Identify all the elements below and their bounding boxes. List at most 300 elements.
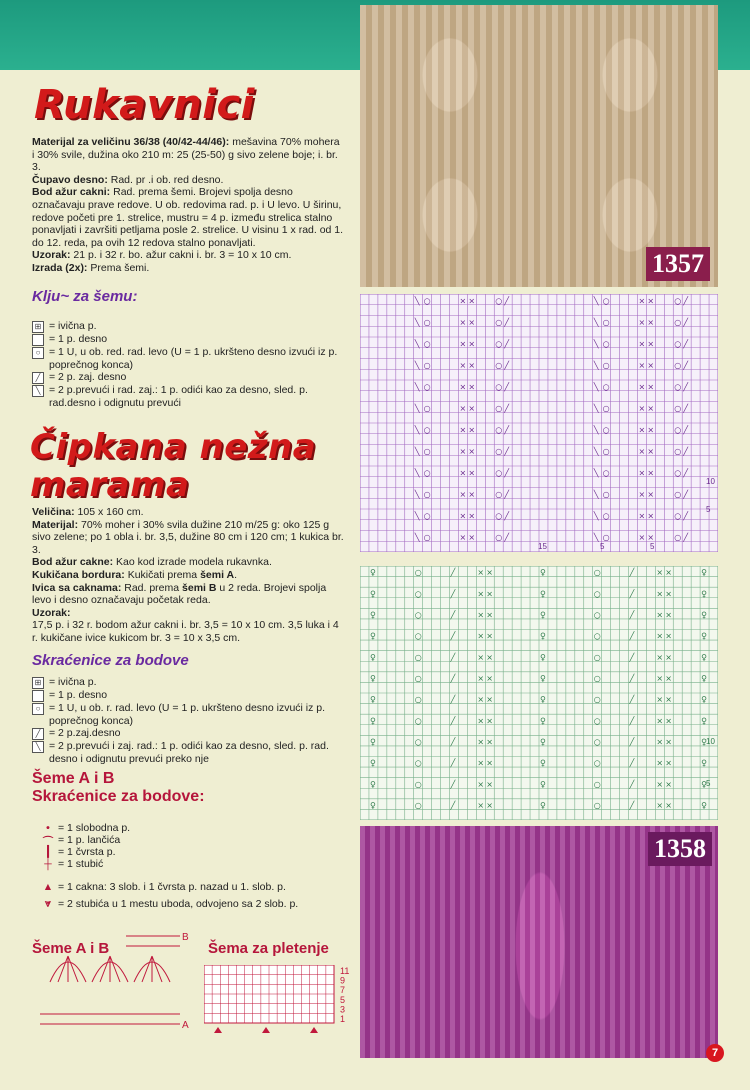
chart-symbol: ○ xyxy=(602,403,610,413)
chart-symbol: × xyxy=(459,468,467,478)
chart-symbol: ○ xyxy=(423,317,431,327)
chart-symbol: ○ xyxy=(602,532,610,542)
knitting-chart-1357 xyxy=(360,294,718,552)
chart-symbol: ╱ xyxy=(683,360,689,370)
chart-symbol: ♀ xyxy=(540,673,546,683)
chart-symbol: ♀ xyxy=(701,631,707,641)
chart-symbol: ♀ xyxy=(701,695,707,705)
chart-symbol: ○ xyxy=(414,631,422,641)
knit-row-number: 11 xyxy=(340,966,350,976)
chart-symbol: ○ xyxy=(414,652,422,662)
chart-symbol: ♀ xyxy=(369,737,376,747)
chart-symbol: × xyxy=(647,425,655,435)
scheme-a-marker: A xyxy=(182,1020,189,1031)
chart-symbol: ○ xyxy=(495,446,503,456)
photo-1357 xyxy=(360,5,718,287)
chart-symbol: × xyxy=(468,403,476,413)
crochet-item: ▲ = 1 cakna: 3 slob. i 1 čvrsta p. nazad u 1. slob. p. xyxy=(38,881,286,893)
chart-symbol: ♀ xyxy=(540,631,546,641)
chart-symbol: ╱ xyxy=(683,489,689,499)
chart-symbol: ♀ xyxy=(369,652,376,662)
chart-symbol: × xyxy=(665,610,673,620)
chart-symbol: ○ xyxy=(674,317,682,327)
chart-symbol: × xyxy=(665,695,673,705)
chart-symbol: ♀ xyxy=(369,589,376,599)
chart-symbol: ○ xyxy=(495,317,503,327)
chart-symbol: × xyxy=(638,532,646,542)
chart-symbol: ╱ xyxy=(629,737,635,747)
chart-symbol: ╱ xyxy=(504,446,510,456)
chart-symbol: ○ xyxy=(602,317,610,327)
chart-symbol: × xyxy=(459,317,467,327)
chart-symbol: × xyxy=(647,446,655,456)
photo-number-badge: 1357 xyxy=(646,247,710,281)
chart-symbol: ○ xyxy=(414,695,422,705)
chart-symbol: × xyxy=(477,716,485,726)
chart1-col-label: 5 xyxy=(650,542,655,551)
chart-symbol: × xyxy=(647,296,655,306)
chart-symbol: ♀ xyxy=(540,610,546,620)
chart-symbol: ╱ xyxy=(504,468,510,478)
chart-symbol: × xyxy=(459,532,467,542)
chart-symbol: × xyxy=(647,382,655,392)
chart-symbol: ♀ xyxy=(540,758,546,768)
chart-symbol: ○ xyxy=(593,610,601,620)
chart-symbol: × xyxy=(486,695,494,705)
chart-symbol: × xyxy=(656,589,664,599)
chart-symbol: ○ xyxy=(674,425,682,435)
chart-symbol: × xyxy=(486,589,494,599)
chart-symbol: ╲ xyxy=(593,446,599,456)
knitting-chart-1358 xyxy=(360,566,718,820)
single-crochet-icon: ┃ xyxy=(44,846,52,858)
chart-symbol: ╱ xyxy=(450,716,456,726)
chart-symbol: ♀ xyxy=(540,568,546,578)
chart-symbol: ○ xyxy=(423,296,431,306)
chart-symbol: × xyxy=(477,695,485,705)
chart-symbol: × xyxy=(459,446,467,456)
chart-symbol: ♀ xyxy=(701,737,707,747)
chart-symbol: × xyxy=(638,468,646,478)
chart-symbol: × xyxy=(477,800,485,810)
chart-symbol: × xyxy=(486,673,494,683)
chart-symbol: × xyxy=(656,695,664,705)
chart-symbol: × xyxy=(656,631,664,641)
chart-symbol: ○ xyxy=(593,716,601,726)
chart-symbol: ♀ xyxy=(369,568,376,578)
chart-symbol: ╱ xyxy=(629,673,635,683)
chart-symbol: ╱ xyxy=(683,425,689,435)
chart-symbol: ○ xyxy=(495,403,503,413)
chart-symbol: ╱ xyxy=(683,446,689,456)
chart-symbol: ♀ xyxy=(701,568,707,578)
chart-symbol: × xyxy=(665,779,673,789)
knit-row-number: 1 xyxy=(340,1014,346,1024)
chart-symbol: ╲ xyxy=(593,489,599,499)
chart-symbol: ○ xyxy=(423,360,431,370)
chart-symbol: × xyxy=(665,800,673,810)
chart-symbol: ╱ xyxy=(683,468,689,478)
chart-symbol: × xyxy=(656,737,664,747)
knit-scheme-small xyxy=(204,965,356,1043)
chart-symbol: × xyxy=(647,468,655,478)
ssk-icon: ╲ xyxy=(32,741,44,753)
chart-symbol: ╱ xyxy=(629,589,635,599)
chart-symbol: × xyxy=(486,779,494,789)
chart-symbol: × xyxy=(647,489,655,499)
legend-item: ○ = 1 U, u ob. r. rad. levo (U = 1 p. ukršteno desno izvući iz p. poprečnog konca) xyxy=(32,702,344,727)
chart-symbol: ○ xyxy=(602,468,610,478)
chart-symbol: ╱ xyxy=(629,568,635,578)
chain-icon: ⌒ xyxy=(42,836,54,848)
scheme-knit-label: Šema za pletenje xyxy=(208,940,329,957)
chart-symbol: × xyxy=(638,446,646,456)
chart1-col-label: 5 xyxy=(600,542,605,551)
chart-symbol: × xyxy=(459,489,467,499)
chart-symbol: ╲ xyxy=(414,317,420,327)
chart-symbol: × xyxy=(477,779,485,789)
chart-symbol: ○ xyxy=(593,779,601,789)
chart-symbol: × xyxy=(656,779,664,789)
legend-item: ╲ = 2 p.prevući i zaj. rad.: 1 p. odići kao za desno, sled. p. rad. desno i odignutu prevući preko nje xyxy=(32,740,344,765)
chart-symbol: × xyxy=(459,360,467,370)
chart-symbol: ○ xyxy=(674,446,682,456)
chart-symbol: × xyxy=(647,403,655,413)
chart-symbol: ○ xyxy=(593,758,601,768)
chart-symbol: ○ xyxy=(414,610,422,620)
knit-row-number: 9 xyxy=(340,975,346,986)
chart-symbol: × xyxy=(638,339,646,349)
chart-symbol: ♀ xyxy=(540,800,546,810)
chart-symbol: × xyxy=(638,382,646,392)
chart-symbol: ○ xyxy=(495,468,503,478)
chart-symbol: ╲ xyxy=(414,403,420,413)
chart-symbol: ○ xyxy=(423,382,431,392)
chart-symbol: × xyxy=(665,631,673,641)
chart-symbol: ○ xyxy=(414,779,422,789)
chart-symbol: ○ xyxy=(414,758,422,768)
photo-number-badge: 1358 xyxy=(648,832,712,866)
chart-symbol: ╱ xyxy=(450,758,456,768)
chart-symbol: ♀ xyxy=(540,652,546,662)
yarn-over-icon: ○ xyxy=(32,347,44,359)
crochet-item: • = 1 slobodna p. xyxy=(38,822,130,834)
chart-symbol: ○ xyxy=(593,652,601,662)
knit-stitch-icon xyxy=(32,334,44,346)
chart-symbol: ╱ xyxy=(504,360,510,370)
k2tog-icon: ╱ xyxy=(32,372,44,384)
chart-symbol: ╱ xyxy=(504,532,510,542)
chart-symbol: ♀ xyxy=(701,589,707,599)
chart-symbol: × xyxy=(468,446,476,456)
chart-symbol: × xyxy=(477,589,485,599)
k2tog-icon: ╱ xyxy=(32,728,44,740)
chart-symbol: ○ xyxy=(602,296,610,306)
chart-symbol: ╲ xyxy=(593,360,599,370)
chart-symbol: ╲ xyxy=(593,532,599,542)
chart-symbol: × xyxy=(459,425,467,435)
chart-symbol: ○ xyxy=(414,737,422,747)
crochet-item: ⌒ = 1 p. lančića xyxy=(38,834,120,849)
chart-symbol: ○ xyxy=(593,568,601,578)
chart-symbol: × xyxy=(665,673,673,683)
photo-1358 xyxy=(360,826,718,1058)
chart-symbol: × xyxy=(477,610,485,620)
chart-symbol: ╱ xyxy=(629,758,635,768)
chart-symbol: ╱ xyxy=(683,511,689,521)
chart-symbol: ╱ xyxy=(504,296,510,306)
chart-symbol: ╱ xyxy=(504,489,510,499)
chart-symbol: ♀ xyxy=(701,779,707,789)
chart-symbol: ╲ xyxy=(414,446,420,456)
chart-symbol: ○ xyxy=(674,468,682,478)
chart-symbol: × xyxy=(638,317,646,327)
chart-symbol: × xyxy=(468,317,476,327)
chart-symbol: ○ xyxy=(495,339,503,349)
chart-symbol: ○ xyxy=(423,532,431,542)
chart-symbol: ♀ xyxy=(540,589,546,599)
chart-symbol: × xyxy=(665,716,673,726)
chart-symbol: ○ xyxy=(674,360,682,370)
chart-symbol: × xyxy=(656,610,664,620)
chart-symbol: ╱ xyxy=(629,800,635,810)
chart-symbol: ╲ xyxy=(414,296,420,306)
chart-symbol: ╲ xyxy=(414,489,420,499)
chart-symbol: × xyxy=(477,568,485,578)
chart-symbol: ♀ xyxy=(540,716,546,726)
chart-symbol: ╱ xyxy=(629,610,635,620)
crochet-scheme-ab xyxy=(30,922,196,1038)
chart2-row-label: 5 xyxy=(706,779,711,788)
chart-symbol: ╱ xyxy=(504,511,510,521)
free-stitch-icon: • xyxy=(46,822,50,834)
chart-symbol: × xyxy=(665,589,673,599)
chart-symbol: ╲ xyxy=(414,382,420,392)
chart-symbol: ╲ xyxy=(593,511,599,521)
chart-symbol: ♀ xyxy=(369,758,376,768)
chart-symbol: ○ xyxy=(593,631,601,641)
chart-symbol: × xyxy=(468,489,476,499)
chart-symbol: × xyxy=(656,673,664,683)
chart-symbol: ○ xyxy=(593,589,601,599)
title-cipkana: Čipkana nežna marama xyxy=(30,427,317,505)
chart-symbol: × xyxy=(665,758,673,768)
chart-symbol: ╱ xyxy=(450,673,456,683)
chart-symbol: ○ xyxy=(602,360,610,370)
legend-item: ⊞ = ivična p. xyxy=(32,676,344,689)
chart-symbol: ╱ xyxy=(683,382,689,392)
chart-symbol: ╱ xyxy=(629,631,635,641)
chart-symbol: ○ xyxy=(674,489,682,499)
chart-symbol: × xyxy=(638,296,646,306)
chart-symbol: ○ xyxy=(495,511,503,521)
chart-symbol: ○ xyxy=(495,382,503,392)
chart-symbol: × xyxy=(665,737,673,747)
chart-symbol: ○ xyxy=(423,425,431,435)
legend-2 xyxy=(32,676,344,765)
chart-symbol: × xyxy=(468,511,476,521)
legend-1 xyxy=(32,320,344,409)
chart-symbol: ○ xyxy=(602,339,610,349)
chart-symbol: ♀ xyxy=(540,779,546,789)
chart-symbol: ○ xyxy=(495,425,503,435)
chart-symbol: × xyxy=(486,652,494,662)
chart-symbol: × xyxy=(468,382,476,392)
chart-symbol: × xyxy=(468,339,476,349)
section2-body: Veličina: 105 x 160 cm. Materijal: 70% moher i 30% svila dužine 210 m/25 g: oko 125 g sivo zelene; po 1 obla i. br. 3,5, dužine 80 cm i 120 cm; 1 kukica br. 3. Bod ažur cakne: Kao kod izrade modela rukavnka. Kukičana bordura: Kukičati prema šemi A. Ivica sa caknama: Rad. prema šemi B u 2 reda. Brojevi spolja levo i desno označavaju početak reda. Uzorak: 17,5 p. i 32 r. bodom ažur cakni i. br. 3,5 = 10 x 10 cm. 3,5 luka i 4 r. kukičane ivice kukicom br. 3 = 10 x 3,5 cm. xyxy=(32,506,344,644)
chart-symbol: ♀ xyxy=(369,673,376,683)
picot-icon: ▲ xyxy=(42,881,54,893)
chart-symbol: ╱ xyxy=(629,695,635,705)
chart-symbol: ╱ xyxy=(504,317,510,327)
crochet-item: ┃ = 1 čvrsta p. xyxy=(38,846,115,858)
chart-symbol: ╱ xyxy=(683,317,689,327)
chart-symbol: ╱ xyxy=(504,382,510,392)
chart-symbol: ♀ xyxy=(701,758,707,768)
chart-symbol: ♀ xyxy=(369,800,376,810)
edge-stitch-icon: ⊞ xyxy=(32,321,44,333)
chart-symbol: ╲ xyxy=(593,317,599,327)
chart-symbol: ╱ xyxy=(629,716,635,726)
chart-symbol: ○ xyxy=(423,511,431,521)
chart-symbol: × xyxy=(486,758,494,768)
chart-symbol: × xyxy=(638,489,646,499)
chart-symbol: ○ xyxy=(414,800,422,810)
knit-row-number: 3 xyxy=(340,1004,346,1015)
chart-symbol: ○ xyxy=(423,339,431,349)
chart-symbol: × xyxy=(647,511,655,521)
chart-symbol: ╲ xyxy=(414,468,420,478)
chart-symbol: × xyxy=(477,737,485,747)
chart-symbol: ╲ xyxy=(414,339,420,349)
chart-symbol: ○ xyxy=(593,695,601,705)
chart1-col-label: 15 xyxy=(538,542,547,551)
chart-symbol: ╱ xyxy=(450,631,456,641)
chart-symbol: ♀ xyxy=(701,610,707,620)
chart-symbol: ╲ xyxy=(593,403,599,413)
chart-symbol: ╱ xyxy=(629,779,635,789)
chart-symbol: × xyxy=(486,610,494,620)
chart-symbol: ♀ xyxy=(701,652,707,662)
chart-symbol: ○ xyxy=(414,589,422,599)
chart-symbol: ╱ xyxy=(629,652,635,662)
chart-symbol: × xyxy=(656,758,664,768)
chart-symbol: ♀ xyxy=(701,800,707,810)
chart-symbol: ╲ xyxy=(593,382,599,392)
chart-symbol: × xyxy=(638,360,646,370)
chart-symbol: ○ xyxy=(602,425,610,435)
chart-symbol: ╱ xyxy=(683,339,689,349)
chart-symbol: ○ xyxy=(674,403,682,413)
chart-symbol: ╲ xyxy=(414,425,420,435)
chart-symbol: ○ xyxy=(495,360,503,370)
chart-symbol: × xyxy=(459,511,467,521)
chart-symbol: ○ xyxy=(674,532,682,542)
page-number: 7 xyxy=(706,1044,724,1062)
chart-symbol: × xyxy=(647,317,655,327)
legend-item: ╱ = 2 p. zaj. desno xyxy=(32,371,344,384)
chart-symbol: ○ xyxy=(593,673,601,683)
chart-symbol: ╱ xyxy=(450,800,456,810)
chart-symbol: ♀ xyxy=(369,779,376,789)
chart-symbol: ○ xyxy=(414,673,422,683)
chart-symbol: ╱ xyxy=(450,610,456,620)
legend-item: = 1 p. desno xyxy=(32,689,344,702)
chart-symbol: × xyxy=(638,403,646,413)
chart-symbol: ╱ xyxy=(450,695,456,705)
chart-symbol: × xyxy=(638,511,646,521)
chart-symbol: × xyxy=(477,673,485,683)
chart-symbol: × xyxy=(468,296,476,306)
chart-symbol: ○ xyxy=(423,489,431,499)
chart1-row-label: 5 xyxy=(706,505,711,514)
chart1-row-label: 10 xyxy=(706,477,715,486)
chart-symbol: × xyxy=(647,339,655,349)
key-title: Klju~ za šemu: xyxy=(32,288,138,305)
chart-symbol: ○ xyxy=(495,532,503,542)
chart-symbol: × xyxy=(459,339,467,349)
chart-symbol: ○ xyxy=(674,382,682,392)
chart-symbol: ○ xyxy=(414,568,422,578)
chart-symbol: ○ xyxy=(593,737,601,747)
crochet-item: ⩔ = 2 stubića u 1 mestu uboda, odvojeno sa 2 slob. p. xyxy=(38,898,298,911)
chart-symbol: ♀ xyxy=(701,716,707,726)
chart-symbol: × xyxy=(486,800,494,810)
chart-symbol: × xyxy=(486,716,494,726)
chart-symbol: × xyxy=(656,716,664,726)
chart-symbol: ╱ xyxy=(683,296,689,306)
chart-symbol: ╱ xyxy=(683,403,689,413)
chart-symbol: ♀ xyxy=(540,695,546,705)
chart-symbol: ╲ xyxy=(593,339,599,349)
chart-symbol: ○ xyxy=(593,800,601,810)
v-stitch-icon: ⩔ xyxy=(45,898,51,910)
chart-symbol: × xyxy=(468,360,476,370)
chart-symbol: × xyxy=(477,631,485,641)
chart-symbol: × xyxy=(638,425,646,435)
chart-symbol: ╲ xyxy=(414,511,420,521)
chart-symbol: × xyxy=(477,758,485,768)
double-crochet-icon: ┼ xyxy=(44,858,52,870)
chart-symbol: ╱ xyxy=(683,532,689,542)
chart-symbol: ♀ xyxy=(540,737,546,747)
chart-symbol: × xyxy=(647,532,655,542)
knit-stitch-icon xyxy=(32,690,44,702)
chart-symbol: ○ xyxy=(602,446,610,456)
chart-symbol: ╲ xyxy=(593,425,599,435)
chart-symbol: ○ xyxy=(414,716,422,726)
chart-symbol: × xyxy=(486,737,494,747)
chart-symbol: × xyxy=(656,568,664,578)
legend-item: ⊞ = ivična p. xyxy=(32,320,344,333)
chart-symbol: × xyxy=(459,296,467,306)
chart-symbol: ╱ xyxy=(450,589,456,599)
chart-symbol: × xyxy=(468,468,476,478)
chart-symbol: × xyxy=(468,532,476,542)
chart-symbol: ╱ xyxy=(504,403,510,413)
ssk-icon: ╲ xyxy=(32,385,44,397)
title-rukavnici: Rukavnici xyxy=(34,82,255,128)
crochet-item: ┼ = 1 stubić xyxy=(38,858,103,870)
section1-body: Materijal za veličinu 36/38 (40/42-44/46): mešavina 70% mohera i 30% svile, dužina oko 210 m: 25 (25-50) g sivo zelene boje; i. br. 3. Čupavo desno: Rad. pr .i ob. red desno. Bod ažur cakni: Rad. prema šemi. Brojevi spolja desno označavaju prave redove. U ob. redovima rad. p. i U levo. U širinu, redove početi pre 1. strelice, mustru = 4 p. između strelica stalno ponavljati i završiti petljama posle 2. strelice. U visinu 1 x rad. od 1. do 12. reda, pa ovih 12 redova stalno ponavljati. Uzorak: 21 p. i 32 r. bo. ažur cakni i. br. 3 = 10 x 10 cm. Izrada (2x): Prema šemi. xyxy=(32,136,344,274)
chart-symbol: × xyxy=(656,652,664,662)
chart-symbol: ○ xyxy=(674,296,682,306)
chart-symbol: ♀ xyxy=(369,610,376,620)
chart-symbol: ○ xyxy=(423,446,431,456)
chart-symbol: ╱ xyxy=(504,425,510,435)
chart-symbol: ○ xyxy=(674,511,682,521)
chart-symbol: ○ xyxy=(602,489,610,499)
